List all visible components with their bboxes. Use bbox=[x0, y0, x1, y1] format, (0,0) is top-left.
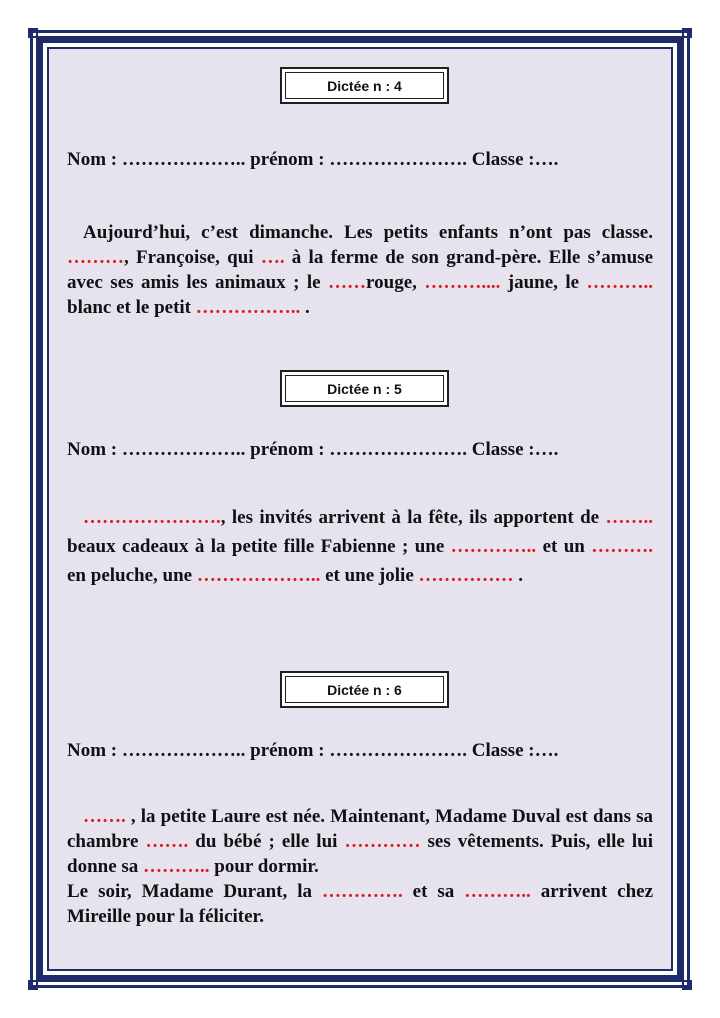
corner-ornament bbox=[28, 980, 38, 990]
text-run: et un bbox=[536, 536, 592, 557]
blank-field: ……. bbox=[83, 806, 126, 827]
text-run: du bébé ; elle lui bbox=[188, 831, 345, 852]
dictee-6-title: Dictée n : 6 bbox=[285, 676, 444, 703]
dictee-6-text-continued bbox=[67, 879, 653, 929]
dictee-6-text bbox=[67, 804, 653, 879]
corner-ornament bbox=[28, 28, 38, 38]
text-run: . bbox=[300, 297, 310, 318]
text-run: Le soir, Madame Durant, la bbox=[67, 881, 322, 902]
blank-field: ……….. bbox=[143, 856, 210, 877]
text-run: en peluche, une bbox=[67, 565, 197, 586]
blank-field: ………. bbox=[591, 536, 653, 557]
corner-ornament bbox=[682, 980, 692, 990]
text-run: jaune, le bbox=[500, 272, 587, 293]
blank-field: …………… bbox=[418, 565, 514, 586]
text-run: beaux cadeaux à la petite fille Fabienne ; une bbox=[67, 536, 451, 557]
text-run: , la petite Laure est née. Maintenant, Madame Duval est dans sa chambre bbox=[67, 806, 653, 852]
text-run: , les invités arrivent à la fête, ils apportent de bbox=[220, 507, 606, 528]
blank-field: ………….. bbox=[450, 536, 537, 557]
text-run: pour dormir. bbox=[209, 856, 319, 877]
dictee-5-text bbox=[67, 503, 653, 590]
dictee-4-title-box bbox=[280, 67, 449, 104]
text-run: et une jolie bbox=[320, 565, 419, 586]
text-run: . bbox=[513, 565, 524, 586]
blank-field: …… bbox=[328, 272, 367, 293]
blank-field: ……. bbox=[145, 831, 189, 852]
blank-field: …. bbox=[260, 247, 285, 268]
dictee-5-title-box bbox=[280, 370, 449, 407]
text-run: arrivent chez Mireille pour la féliciter. bbox=[67, 881, 653, 927]
dictee-4-title: Dictée n : 4 bbox=[285, 72, 444, 99]
text-run: Aujourd’hui, c’est dimanche. Les petits enfants n’ont pas classe. bbox=[83, 222, 653, 243]
dictee-5-name-line: Nom : ……………….. prénom : …………………. Classe :…. bbox=[67, 439, 559, 460]
text-run: à la ferme de son grand-père. Elle s’amuse avec ses amis les animaux ; le bbox=[67, 247, 654, 293]
text-run: , Françoise, qui bbox=[124, 247, 261, 268]
dictee-6-name-line: Nom : ……………….. prénom : …………………. Classe :…. bbox=[67, 740, 559, 761]
blank-field: …………. bbox=[321, 881, 403, 902]
blank-field: …………….. bbox=[195, 297, 301, 318]
blank-field: …………………. bbox=[83, 507, 221, 528]
text-run: blanc et le petit bbox=[67, 297, 196, 318]
dictee-4-name-line: Nom : ……………….. prénom : …………………. Classe :…. bbox=[67, 149, 559, 170]
dictee-6-title-box bbox=[280, 671, 449, 708]
blank-field: ……… bbox=[67, 247, 124, 268]
dictee-5-title: Dictée n : 5 bbox=[285, 375, 444, 402]
blank-field: ………… bbox=[344, 831, 421, 852]
text-run: ses vêtements. Puis, elle lui donne sa bbox=[67, 831, 654, 877]
blank-field: ……….... bbox=[424, 272, 501, 293]
blank-field: …….. bbox=[605, 507, 653, 528]
text-run: rouge, bbox=[366, 272, 425, 293]
text-run: et sa bbox=[402, 881, 465, 902]
blank-field: ……….. bbox=[464, 881, 531, 902]
corner-ornament bbox=[682, 28, 692, 38]
blank-field: ……….. bbox=[586, 272, 653, 293]
blank-field: ……………….. bbox=[196, 565, 321, 586]
dictee-4-text bbox=[67, 220, 653, 320]
